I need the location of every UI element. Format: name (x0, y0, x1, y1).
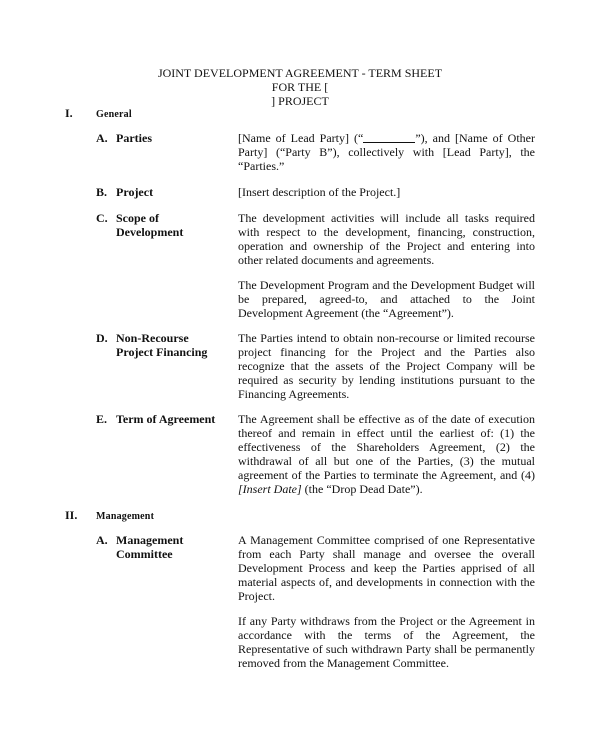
title-line-1: JOINT DEVELOPMENT AGREEMENT - TERM SHEET (157, 66, 443, 80)
item-scope-para-2: The Development Program and the Development Budget will be prepared, agreed-to, and attached to the Joint Development Agreement (the “Agreement”). (238, 278, 535, 320)
item-nonrecourse-label: D. Non-Recourse Project Financing (96, 331, 208, 359)
item-project-text: [Insert description of the Project.] (238, 185, 401, 199)
item-project-label: B. Project (96, 185, 154, 199)
item-scope-label: C. Scope of Development (96, 211, 184, 239)
insert-date-placeholder: [Insert Date] (238, 482, 302, 496)
item-parties-text: [Name of Lead Party] (“ ”), and [Name of Other Party] (“Party B”), collectively with [Lead Party], the “Parties.” (238, 131, 535, 173)
section-number: II. (65, 508, 78, 522)
item-term-text: The Agreement shall be effective as of the date of execution thereof and remain in effect until the earliest of: (1) the effectiveness of the Shareholders Agreement, (2) the withdrawal of all but one of the Parties, (3) the mutual agreement of the Parties to terminate the Agreement, and (4) [Insert Date] (the “Drop Dead Date”). (238, 412, 535, 496)
item-committee-para-1: A Management Committee comprised of one Representative from each Party shall manage and oversee the overall Development Process and keep the Parties apprised of all material aspects of, and developments in connection with the Project. (238, 533, 535, 603)
item-committee-para-2: If any Party withdraws from the Project or the Agreement in accordance with the terms of the Agreement, the Representative of such withdrawn Party shall be permanently removed from the Management Committee. (238, 614, 535, 670)
title-line-2: FOR THE [ ] PROJECT (271, 80, 329, 108)
blank-underline (363, 131, 415, 143)
section-heading: General (96, 109, 132, 120)
section-management (65, 508, 154, 524)
item-nonrecourse-text: The Parties intend to obtain non-recourse or limited recourse project financing for the Project and the Parties also recognize that the assets of the Project Company will be required as security by lending institutions pursuant to the Financing Agreements. (238, 331, 535, 401)
item-scope-para-1: The development activities will include all tasks required with respect to the development, financing, construction, operation and ownership of the Project and entering into other related documents and agreements. (238, 211, 535, 267)
item-parties-label: A. Parties (96, 131, 152, 145)
item-committee-label: A. Management Committee (96, 533, 184, 561)
section-heading: Management (96, 511, 155, 522)
section-general (65, 106, 132, 122)
item-term-label: E. Term of Agreement (96, 412, 216, 426)
section-number: I. (65, 106, 73, 120)
document-title (0, 66, 600, 108)
